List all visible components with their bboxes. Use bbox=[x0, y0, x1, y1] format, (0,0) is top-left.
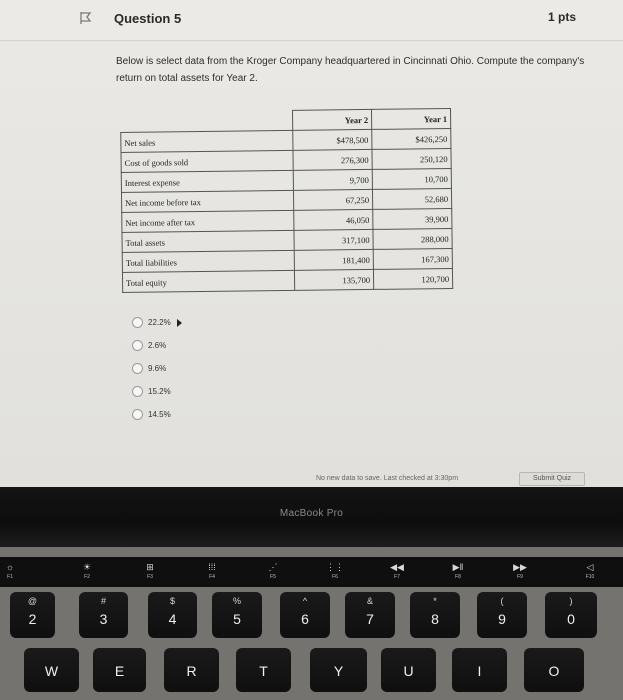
answer-label[interactable]: 15.2% bbox=[148, 387, 171, 396]
key-0[interactable] bbox=[545, 592, 597, 638]
key-number: 2 bbox=[28, 611, 37, 627]
key-letter: R bbox=[186, 663, 197, 679]
key-r[interactable] bbox=[164, 648, 219, 692]
touchbar-key[interactable] bbox=[320, 557, 350, 587]
table-header-blank bbox=[121, 110, 293, 132]
key-letter: U bbox=[403, 663, 414, 679]
key-i[interactable] bbox=[452, 648, 507, 692]
table-header-year2: Year 2 bbox=[292, 109, 371, 130]
row-year1-value: 288,000 bbox=[373, 228, 452, 249]
answer-label[interactable]: 9.6% bbox=[148, 364, 167, 373]
key-letter: W bbox=[44, 663, 59, 679]
key-symbol: # bbox=[100, 596, 106, 606]
answer-label[interactable]: 22.2% bbox=[148, 318, 171, 327]
touchbar-key[interactable] bbox=[505, 557, 535, 587]
key-t[interactable] bbox=[236, 648, 291, 692]
touchbar-key[interactable] bbox=[575, 557, 605, 587]
row-year1-value: 52,680 bbox=[372, 188, 451, 209]
play-pause-icon: ▶‖ bbox=[452, 562, 464, 572]
touchbar-key[interactable] bbox=[443, 557, 473, 587]
row-year2-value: 67,250 bbox=[293, 189, 372, 210]
row-year1-value: 167,300 bbox=[373, 248, 452, 269]
row-year1-value: 120,700 bbox=[373, 268, 452, 289]
key-2[interactable] bbox=[10, 592, 55, 638]
key-symbol: * bbox=[433, 596, 437, 606]
key-4[interactable] bbox=[148, 592, 197, 638]
touchbar-key[interactable] bbox=[382, 557, 412, 587]
touchbar-key[interactable] bbox=[197, 557, 227, 587]
radio-button[interactable] bbox=[132, 317, 143, 328]
key-symbol: % bbox=[232, 596, 241, 606]
key-number: 4 bbox=[168, 611, 177, 627]
key-3[interactable] bbox=[79, 592, 128, 638]
radio-button[interactable] bbox=[132, 340, 143, 351]
fn-label: F2 bbox=[84, 574, 90, 580]
key-9[interactable] bbox=[477, 592, 527, 638]
key-symbol: $ bbox=[169, 596, 175, 606]
question-title: Question 5 bbox=[114, 11, 182, 26]
answer-label[interactable]: 2.6% bbox=[148, 341, 167, 350]
key-symbol: @ bbox=[27, 596, 38, 606]
launchpad-icon: ⁞⁞⁞ bbox=[208, 562, 216, 572]
key-symbol: & bbox=[366, 596, 373, 606]
key-o[interactable] bbox=[524, 648, 584, 692]
touchbar-key[interactable] bbox=[72, 557, 102, 587]
row-year2-value: 317,100 bbox=[294, 229, 373, 250]
autosave-status: No new data to save. Last checked at 3:30pm bbox=[316, 475, 459, 482]
fn-label: F5 bbox=[270, 574, 276, 580]
row-label: Total assets bbox=[122, 230, 294, 252]
key-letter: I bbox=[477, 663, 482, 679]
key-letter: Y bbox=[333, 663, 344, 679]
key-symbol: ) bbox=[569, 596, 573, 606]
financial-data-table bbox=[120, 108, 453, 293]
mute-icon: ◁ bbox=[586, 562, 594, 572]
radio-button[interactable] bbox=[132, 363, 143, 374]
fn-label: F6 bbox=[332, 574, 338, 580]
key-number: 5 bbox=[233, 611, 241, 627]
row-year2-value: 46,050 bbox=[294, 209, 373, 230]
key-symbol: ( bbox=[500, 596, 504, 606]
answer-option[interactable] bbox=[132, 382, 182, 401]
key-symbol: ^ bbox=[302, 596, 308, 606]
row-year1-value: 39,900 bbox=[373, 208, 452, 229]
row-label: Net sales bbox=[121, 130, 293, 152]
fn-label: F8 bbox=[455, 574, 461, 580]
row-year2-value: 181,400 bbox=[294, 249, 373, 270]
fn-label: F3 bbox=[147, 574, 153, 580]
touchbar-key[interactable] bbox=[0, 557, 20, 587]
key-y[interactable] bbox=[310, 648, 367, 692]
table-header-year1: Year 1 bbox=[371, 108, 450, 129]
key-letter: T bbox=[259, 663, 268, 679]
row-year1-value: 10,700 bbox=[372, 168, 451, 189]
key-5[interactable] bbox=[212, 592, 262, 638]
table-row bbox=[122, 268, 452, 292]
fn-label: F1 bbox=[7, 574, 13, 580]
radio-button[interactable] bbox=[132, 409, 143, 420]
question-prompt: Below is select data from the Kroger Company headquartered in Cincinnati Ohio. Compute the company's return on total assets for Year 2. bbox=[116, 56, 585, 84]
key-number: 9 bbox=[498, 611, 506, 627]
flag-question-icon[interactable] bbox=[79, 11, 93, 25]
key-number: 3 bbox=[99, 611, 108, 627]
fn-label: F7 bbox=[394, 574, 400, 580]
brightness-up-icon: ☀ bbox=[82, 562, 92, 572]
mission-control-icon: ⊞ bbox=[146, 562, 154, 572]
answer-option[interactable] bbox=[132, 313, 182, 332]
touchbar-key[interactable] bbox=[258, 557, 288, 587]
brightness-down-icon: ☼ bbox=[5, 562, 15, 572]
row-year1-value: 250,120 bbox=[372, 148, 451, 169]
row-label: Net income before tax bbox=[121, 190, 293, 212]
key-number: 6 bbox=[301, 611, 309, 627]
key-7[interactable] bbox=[345, 592, 395, 638]
fast-forward-icon: ▶▶ bbox=[513, 562, 527, 572]
touch-bar bbox=[0, 557, 623, 587]
mouse-cursor-icon bbox=[177, 319, 182, 327]
fn-label: F10 bbox=[585, 574, 595, 580]
row-label: Cost of goods sold bbox=[121, 150, 293, 172]
row-label: Interest expense bbox=[121, 170, 293, 192]
row-year2-value: 135,700 bbox=[294, 269, 373, 290]
key-number: 0 bbox=[567, 611, 575, 627]
key-u[interactable] bbox=[381, 648, 436, 692]
question-header bbox=[0, 0, 623, 41]
row-year2-value: 276,300 bbox=[293, 149, 372, 170]
touchbar-key[interactable] bbox=[135, 557, 165, 587]
radio-button[interactable] bbox=[132, 386, 143, 397]
row-year1-value: $426,250 bbox=[372, 128, 451, 149]
answer-option[interactable] bbox=[132, 405, 182, 424]
key-e[interactable] bbox=[93, 648, 146, 692]
answer-choices bbox=[132, 313, 182, 428]
answer-option[interactable] bbox=[132, 336, 182, 355]
macbook-label: MacBook Pro bbox=[279, 508, 344, 519]
key-letter: O bbox=[548, 663, 560, 679]
keyboard-light-up-icon: ⋮⋮ bbox=[326, 562, 344, 572]
row-year2-value: $478,500 bbox=[293, 129, 372, 150]
key-8[interactable] bbox=[410, 592, 460, 638]
key-number: 8 bbox=[431, 611, 439, 627]
rewind-icon: ◀◀ bbox=[390, 562, 404, 572]
row-label: Total equity bbox=[122, 270, 294, 292]
keyboard-light-down-icon: ⋰ bbox=[268, 562, 278, 572]
fn-label: F4 bbox=[209, 574, 215, 580]
submit-quiz-button[interactable]: Submit Quiz bbox=[519, 472, 585, 486]
key-number: 7 bbox=[366, 611, 374, 627]
row-year2-value: 9,700 bbox=[293, 169, 372, 190]
question-points: 1 pts bbox=[548, 10, 577, 24]
row-label: Net income after tax bbox=[122, 210, 294, 232]
key-w[interactable] bbox=[24, 648, 79, 692]
answer-label[interactable]: 14.5% bbox=[148, 410, 171, 419]
key-letter: E bbox=[114, 663, 125, 679]
answer-option[interactable] bbox=[132, 359, 182, 378]
fn-label: F9 bbox=[517, 574, 523, 580]
row-label: Total liabilities bbox=[122, 250, 294, 272]
key-6[interactable] bbox=[280, 592, 330, 638]
